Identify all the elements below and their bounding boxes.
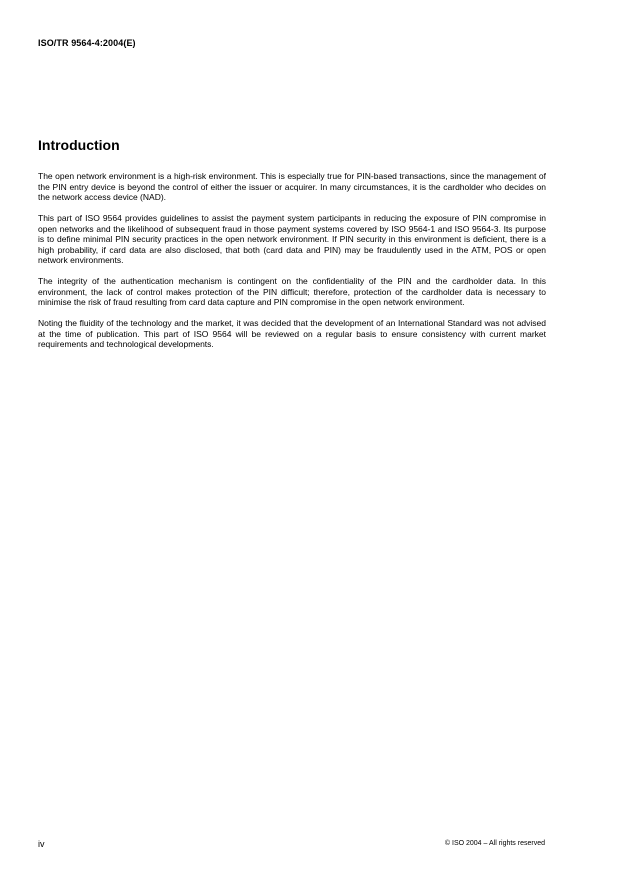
page-number: iv — [38, 839, 45, 849]
paragraph: This part of ISO 9564 provides guidelines to assist the payment system participants in reducing the exposure of PIN compromise in open networks and the likelihood of subsequent fraud in those payment systems covered by ISO 9564-1 and ISO 9564-3. Its purpose is to define minimal PIN security practices in the open network environment. If PIN security in this environment is deficient, there is a high probability, if card data are also disclosed, that both (card data and PIN) may be fraudulently used in the ATM, POS or open network environments. — [38, 213, 546, 265]
document-id-header: ISO/TR 9564-4:2004(E) — [38, 38, 136, 48]
paragraph: Noting the fluidity of the technology and the market, it was decided that the development of an International Standard was not advised at the time of publication. This part of ISO 9564 will be reviewed on a regular basis to ensure consistency with current market requirements and technological developments. — [38, 318, 546, 349]
paragraph: The open network environment is a high-risk environment. This is especially true for PIN-based transactions, since the management of the PIN entry device is beyond the control of either the issuer or acquirer. In many circumstances, it is the cardholder who decides on the network access device (NAD). — [38, 171, 546, 202]
introduction-body — [38, 171, 546, 360]
paragraph: The integrity of the authentication mechanism is contingent on the confidentiality of the PIN and the cardholder data. In this environment, the lack of control makes protection of the PIN difficult; therefore, protection of the cardholder data is necessary to minimise the risk of fraud resulting from card data capture and PIN compromise in the open network environment. — [38, 276, 546, 307]
copyright-notice: © ISO 2004 – All rights reserved — [444, 840, 545, 847]
section-title: Introduction — [38, 137, 120, 153]
